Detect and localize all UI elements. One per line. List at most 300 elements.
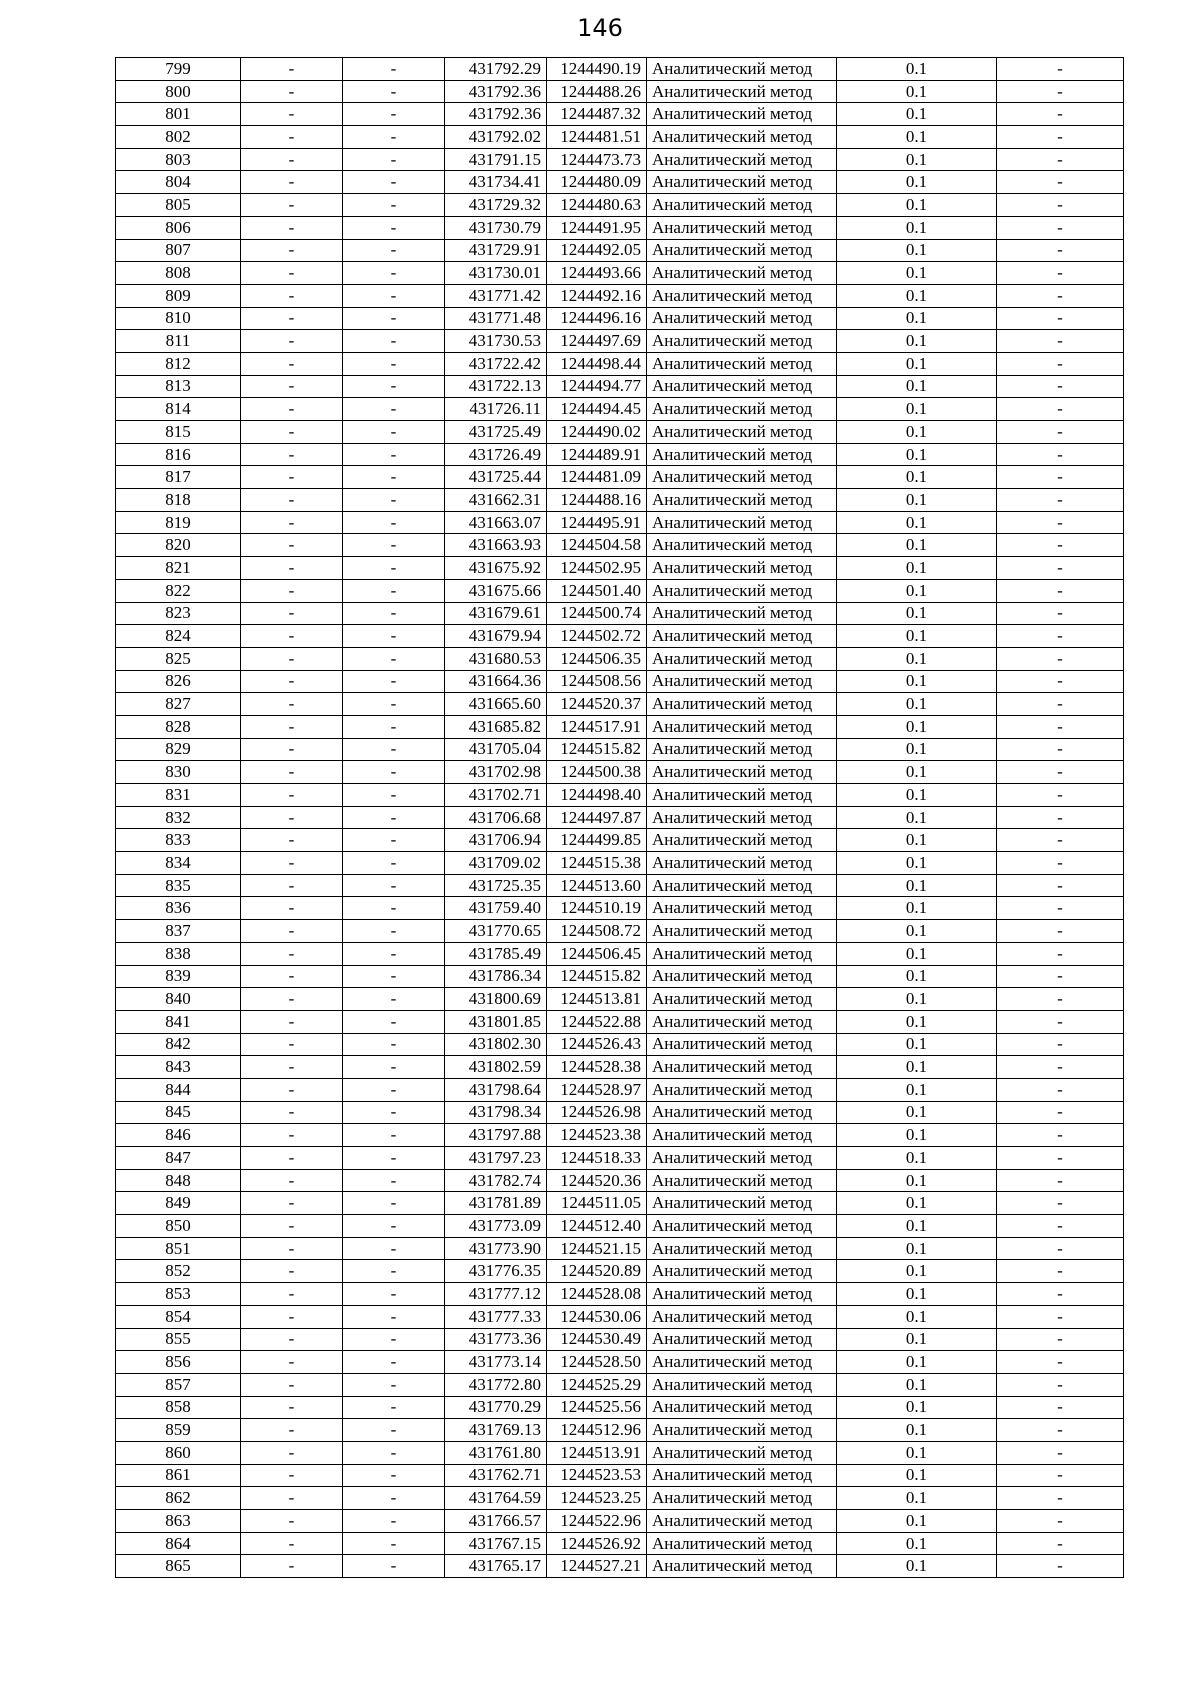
y-coordinate-cell: 1244496.16 (547, 307, 647, 330)
dash-cell: - (241, 307, 343, 330)
x-coordinate-cell: 431772.80 (445, 1373, 547, 1396)
point-number-cell: 841 (116, 1010, 241, 1033)
dash-cell: - (343, 829, 445, 852)
method-cell: Аналитический метод (647, 670, 837, 693)
dash-cell: - (241, 80, 343, 103)
x-coordinate-cell: 431797.88 (445, 1124, 547, 1147)
point-number-cell: 815 (116, 421, 241, 444)
method-cell: Аналитический метод (647, 874, 837, 897)
point-number-cell: 810 (116, 307, 241, 330)
x-coordinate-cell: 431785.49 (445, 942, 547, 965)
table-row (116, 942, 1124, 965)
method-cell: Аналитический метод (647, 1215, 837, 1238)
x-coordinate-cell: 431679.94 (445, 625, 547, 648)
dash-cell: - (241, 784, 343, 807)
x-coordinate-cell: 431769.13 (445, 1419, 547, 1442)
table-row (116, 534, 1124, 557)
dash-cell: - (241, 421, 343, 444)
dash-cell: - (997, 965, 1124, 988)
x-coordinate-cell: 431773.14 (445, 1351, 547, 1374)
method-cell: Аналитический метод (647, 1487, 837, 1510)
point-number-cell: 859 (116, 1419, 241, 1442)
table-row (116, 897, 1124, 920)
dash-cell: - (241, 625, 343, 648)
x-coordinate-cell: 431729.32 (445, 194, 547, 217)
dash-cell: - (343, 1373, 445, 1396)
x-coordinate-cell: 431729.91 (445, 239, 547, 262)
point-number-cell: 852 (116, 1260, 241, 1283)
table-row (116, 670, 1124, 693)
x-coordinate-cell: 431770.65 (445, 920, 547, 943)
error-cell: 0.1 (837, 1169, 997, 1192)
dash-cell: - (241, 1078, 343, 1101)
dash-cell: - (343, 1078, 445, 1101)
dash-cell: - (997, 1555, 1124, 1578)
dash-cell: - (997, 216, 1124, 239)
point-number-cell: 846 (116, 1124, 241, 1147)
x-coordinate-cell: 431792.36 (445, 80, 547, 103)
dash-cell: - (997, 1010, 1124, 1033)
method-cell: Аналитический метод (647, 1532, 837, 1555)
dash-cell: - (997, 80, 1124, 103)
table-row (116, 239, 1124, 262)
dash-cell: - (343, 330, 445, 353)
method-cell: Аналитический метод (647, 511, 837, 534)
dash-cell: - (997, 148, 1124, 171)
method-cell: Аналитический метод (647, 262, 837, 285)
table-row (116, 375, 1124, 398)
table-row (116, 1305, 1124, 1328)
x-coordinate-cell: 431766.57 (445, 1510, 547, 1533)
dash-cell: - (241, 126, 343, 149)
table-row (116, 1351, 1124, 1374)
dash-cell: - (997, 1419, 1124, 1442)
point-number-cell: 850 (116, 1215, 241, 1238)
table-row (116, 1328, 1124, 1351)
y-coordinate-cell: 1244498.44 (547, 352, 647, 375)
dash-cell: - (997, 1260, 1124, 1283)
dash-cell: - (343, 1056, 445, 1079)
error-cell: 0.1 (837, 1532, 997, 1555)
point-number-cell: 864 (116, 1532, 241, 1555)
y-coordinate-cell: 1244504.58 (547, 534, 647, 557)
point-number-cell: 804 (116, 171, 241, 194)
point-number-cell: 807 (116, 239, 241, 262)
table-row (116, 1147, 1124, 1170)
dash-cell: - (241, 216, 343, 239)
dash-cell: - (343, 352, 445, 375)
dash-cell: - (997, 239, 1124, 262)
y-coordinate-cell: 1244515.38 (547, 852, 647, 875)
x-coordinate-cell: 431725.49 (445, 421, 547, 444)
point-number-cell: 821 (116, 557, 241, 580)
y-coordinate-cell: 1244527.21 (547, 1555, 647, 1578)
x-coordinate-cell: 431725.44 (445, 466, 547, 489)
error-cell: 0.1 (837, 852, 997, 875)
dash-cell: - (997, 421, 1124, 444)
point-number-cell: 832 (116, 806, 241, 829)
y-coordinate-cell: 1244525.56 (547, 1396, 647, 1419)
method-cell: Аналитический метод (647, 421, 837, 444)
dash-cell: - (997, 284, 1124, 307)
dash-cell: - (343, 965, 445, 988)
point-number-cell: 858 (116, 1396, 241, 1419)
y-coordinate-cell: 1244498.40 (547, 784, 647, 807)
dash-cell: - (241, 284, 343, 307)
dash-cell: - (241, 1283, 343, 1306)
point-number-cell: 865 (116, 1555, 241, 1578)
table-row (116, 262, 1124, 285)
error-cell: 0.1 (837, 1351, 997, 1374)
table-row (116, 693, 1124, 716)
dash-cell: - (997, 1373, 1124, 1396)
dash-cell: - (997, 1305, 1124, 1328)
dash-cell: - (343, 1351, 445, 1374)
error-cell: 0.1 (837, 965, 997, 988)
table-row (116, 194, 1124, 217)
error-cell: 0.1 (837, 1305, 997, 1328)
dash-cell: - (343, 1101, 445, 1124)
dash-cell: - (241, 1169, 343, 1192)
x-coordinate-cell: 431801.85 (445, 1010, 547, 1033)
error-cell: 0.1 (837, 511, 997, 534)
y-coordinate-cell: 1244480.09 (547, 171, 647, 194)
table-row (116, 874, 1124, 897)
dash-cell: - (343, 1510, 445, 1533)
dash-cell: - (241, 330, 343, 353)
y-coordinate-cell: 1244513.60 (547, 874, 647, 897)
error-cell: 0.1 (837, 80, 997, 103)
table-row (116, 1510, 1124, 1533)
table-row (116, 352, 1124, 375)
error-cell: 0.1 (837, 307, 997, 330)
dash-cell: - (997, 466, 1124, 489)
y-coordinate-cell: 1244528.38 (547, 1056, 647, 1079)
method-cell: Аналитический метод (647, 1010, 837, 1033)
dash-cell: - (997, 1215, 1124, 1238)
point-number-cell: 863 (116, 1510, 241, 1533)
dash-cell: - (343, 194, 445, 217)
error-cell: 0.1 (837, 284, 997, 307)
y-coordinate-cell: 1244530.49 (547, 1328, 647, 1351)
dash-cell: - (241, 897, 343, 920)
table-row (116, 1555, 1124, 1578)
error-cell: 0.1 (837, 126, 997, 149)
table-row (116, 1078, 1124, 1101)
method-cell: Аналитический метод (647, 534, 837, 557)
point-number-cell: 813 (116, 375, 241, 398)
x-coordinate-cell: 431730.79 (445, 216, 547, 239)
coordinates-table (115, 57, 1124, 1578)
dash-cell: - (997, 443, 1124, 466)
point-number-cell: 833 (116, 829, 241, 852)
method-cell: Аналитический метод (647, 920, 837, 943)
table-row (116, 784, 1124, 807)
dash-cell: - (997, 579, 1124, 602)
x-coordinate-cell: 431773.90 (445, 1237, 547, 1260)
dash-cell: - (997, 806, 1124, 829)
dash-cell: - (241, 466, 343, 489)
method-cell: Аналитический метод (647, 398, 837, 421)
error-cell: 0.1 (837, 239, 997, 262)
error-cell: 0.1 (837, 534, 997, 557)
dash-cell: - (241, 58, 343, 81)
point-number-cell: 861 (116, 1464, 241, 1487)
error-cell: 0.1 (837, 761, 997, 784)
method-cell: Аналитический метод (647, 80, 837, 103)
y-coordinate-cell: 1244487.32 (547, 103, 647, 126)
point-number-cell: 827 (116, 693, 241, 716)
table-row (116, 1464, 1124, 1487)
method-cell: Аналитический метод (647, 1555, 837, 1578)
dash-cell: - (997, 1033, 1124, 1056)
table-row (116, 1192, 1124, 1215)
method-cell: Аналитический метод (647, 375, 837, 398)
x-coordinate-cell: 431802.30 (445, 1033, 547, 1056)
dash-cell: - (241, 1010, 343, 1033)
x-coordinate-cell: 431786.34 (445, 965, 547, 988)
dash-cell: - (343, 375, 445, 398)
dash-cell: - (241, 920, 343, 943)
dash-cell: - (997, 557, 1124, 580)
x-coordinate-cell: 431798.34 (445, 1101, 547, 1124)
dash-cell: - (343, 58, 445, 81)
dash-cell: - (241, 1260, 343, 1283)
table-row (116, 1283, 1124, 1306)
x-coordinate-cell: 431767.15 (445, 1532, 547, 1555)
method-cell: Аналитический метод (647, 1078, 837, 1101)
dash-cell: - (241, 1124, 343, 1147)
dash-cell: - (997, 375, 1124, 398)
y-coordinate-cell: 1244489.91 (547, 443, 647, 466)
method-cell: Аналитический метод (647, 330, 837, 353)
dash-cell: - (343, 103, 445, 126)
dash-cell: - (997, 126, 1124, 149)
dash-cell: - (343, 1169, 445, 1192)
table-row (116, 829, 1124, 852)
point-number-cell: 854 (116, 1305, 241, 1328)
y-coordinate-cell: 1244517.91 (547, 715, 647, 738)
table-row (116, 171, 1124, 194)
dash-cell: - (343, 171, 445, 194)
method-cell: Аналитический метод (647, 1169, 837, 1192)
error-cell: 0.1 (837, 874, 997, 897)
error-cell: 0.1 (837, 647, 997, 670)
error-cell: 0.1 (837, 1555, 997, 1578)
x-coordinate-cell: 431663.93 (445, 534, 547, 557)
dash-cell: - (343, 1532, 445, 1555)
dash-cell: - (343, 216, 445, 239)
y-coordinate-cell: 1244513.91 (547, 1441, 647, 1464)
table-row (116, 1373, 1124, 1396)
y-coordinate-cell: 1244521.15 (547, 1237, 647, 1260)
y-coordinate-cell: 1244528.08 (547, 1283, 647, 1306)
method-cell: Аналитический метод (647, 1147, 837, 1170)
point-number-cell: 824 (116, 625, 241, 648)
method-cell: Аналитический метод (647, 126, 837, 149)
dash-cell: - (343, 1147, 445, 1170)
dash-cell: - (343, 579, 445, 602)
method-cell: Аналитический метод (647, 1351, 837, 1374)
dash-cell: - (997, 330, 1124, 353)
method-cell: Аналитический метод (647, 693, 837, 716)
dash-cell: - (997, 784, 1124, 807)
method-cell: Аналитический метод (647, 1373, 837, 1396)
y-coordinate-cell: 1244492.05 (547, 239, 647, 262)
table-row (116, 852, 1124, 875)
x-coordinate-cell: 431777.33 (445, 1305, 547, 1328)
dash-cell: - (241, 375, 343, 398)
dash-cell: - (241, 806, 343, 829)
point-number-cell: 849 (116, 1192, 241, 1215)
table-row (116, 965, 1124, 988)
method-cell: Аналитический метод (647, 1419, 837, 1442)
y-coordinate-cell: 1244502.95 (547, 557, 647, 580)
dash-cell: - (343, 1555, 445, 1578)
x-coordinate-cell: 431761.80 (445, 1441, 547, 1464)
x-coordinate-cell: 431726.49 (445, 443, 547, 466)
x-coordinate-cell: 431702.98 (445, 761, 547, 784)
method-cell: Аналитический метод (647, 625, 837, 648)
y-coordinate-cell: 1244473.73 (547, 148, 647, 171)
x-coordinate-cell: 431722.42 (445, 352, 547, 375)
x-coordinate-cell: 431773.09 (445, 1215, 547, 1238)
dash-cell: - (997, 602, 1124, 625)
table-row (116, 715, 1124, 738)
y-coordinate-cell: 1244480.63 (547, 194, 647, 217)
dash-cell: - (997, 1532, 1124, 1555)
dash-cell: - (241, 579, 343, 602)
dash-cell: - (241, 988, 343, 1011)
table-row (116, 511, 1124, 534)
point-number-cell: 808 (116, 262, 241, 285)
dash-cell: - (241, 829, 343, 852)
point-number-cell: 843 (116, 1056, 241, 1079)
table-row (116, 1056, 1124, 1079)
dash-cell: - (343, 988, 445, 1011)
y-coordinate-cell: 1244506.35 (547, 647, 647, 670)
x-coordinate-cell: 431685.82 (445, 715, 547, 738)
y-coordinate-cell: 1244497.69 (547, 330, 647, 353)
method-cell: Аналитический метод (647, 216, 837, 239)
dash-cell: - (997, 1441, 1124, 1464)
dash-cell: - (343, 1033, 445, 1056)
dash-cell: - (343, 715, 445, 738)
x-coordinate-cell: 431730.01 (445, 262, 547, 285)
point-number-cell: 805 (116, 194, 241, 217)
dash-cell: - (343, 262, 445, 285)
point-number-cell: 830 (116, 761, 241, 784)
method-cell: Аналитический метод (647, 307, 837, 330)
dash-cell: - (343, 1419, 445, 1442)
method-cell: Аналитический метод (647, 942, 837, 965)
point-number-cell: 828 (116, 715, 241, 738)
table-row (116, 1237, 1124, 1260)
x-coordinate-cell: 431709.02 (445, 852, 547, 875)
dash-cell: - (343, 307, 445, 330)
dash-cell: - (343, 466, 445, 489)
error-cell: 0.1 (837, 1441, 997, 1464)
dash-cell: - (997, 1487, 1124, 1510)
y-coordinate-cell: 1244500.38 (547, 761, 647, 784)
page-number: 146 (577, 14, 623, 42)
table-row (116, 1124, 1124, 1147)
y-coordinate-cell: 1244499.85 (547, 829, 647, 852)
method-cell: Аналитический метод (647, 557, 837, 580)
dash-cell: - (997, 1169, 1124, 1192)
error-cell: 0.1 (837, 1260, 997, 1283)
point-number-cell: 818 (116, 489, 241, 512)
x-coordinate-cell: 431765.17 (445, 1555, 547, 1578)
dash-cell: - (997, 738, 1124, 761)
dash-cell: - (343, 284, 445, 307)
dash-cell: - (343, 1124, 445, 1147)
dash-cell: - (997, 897, 1124, 920)
dash-cell: - (997, 670, 1124, 693)
dash-cell: - (343, 148, 445, 171)
method-cell: Аналитический метод (647, 1124, 837, 1147)
dash-cell: - (241, 103, 343, 126)
point-number-cell: 853 (116, 1283, 241, 1306)
y-coordinate-cell: 1244522.96 (547, 1510, 647, 1533)
dash-cell: - (241, 1532, 343, 1555)
dash-cell: - (241, 1328, 343, 1351)
dash-cell: - (343, 1464, 445, 1487)
table-row (116, 466, 1124, 489)
table-row (116, 398, 1124, 421)
dash-cell: - (997, 874, 1124, 897)
point-number-cell: 862 (116, 1487, 241, 1510)
x-coordinate-cell: 431665.60 (445, 693, 547, 716)
dash-cell: - (343, 1010, 445, 1033)
error-cell: 0.1 (837, 1056, 997, 1079)
point-number-cell: 829 (116, 738, 241, 761)
error-cell: 0.1 (837, 1101, 997, 1124)
method-cell: Аналитический метод (647, 1101, 837, 1124)
dash-cell: - (997, 1283, 1124, 1306)
table-body (116, 58, 1124, 1578)
y-coordinate-cell: 1244488.26 (547, 80, 647, 103)
error-cell: 0.1 (837, 579, 997, 602)
y-coordinate-cell: 1244526.98 (547, 1101, 647, 1124)
point-number-cell: 844 (116, 1078, 241, 1101)
table-row (116, 806, 1124, 829)
dash-cell: - (997, 489, 1124, 512)
x-coordinate-cell: 431776.35 (445, 1260, 547, 1283)
method-cell: Аналитический метод (647, 284, 837, 307)
error-cell: 0.1 (837, 670, 997, 693)
dash-cell: - (997, 693, 1124, 716)
y-coordinate-cell: 1244481.09 (547, 466, 647, 489)
dash-cell: - (241, 693, 343, 716)
dash-cell: - (241, 1056, 343, 1079)
y-coordinate-cell: 1244492.16 (547, 284, 647, 307)
method-cell: Аналитический метод (647, 1328, 837, 1351)
y-coordinate-cell: 1244530.06 (547, 1305, 647, 1328)
error-cell: 0.1 (837, 1147, 997, 1170)
dash-cell: - (997, 1147, 1124, 1170)
point-number-cell: 809 (116, 284, 241, 307)
y-coordinate-cell: 1244520.89 (547, 1260, 647, 1283)
y-coordinate-cell: 1244488.16 (547, 489, 647, 512)
error-cell: 0.1 (837, 1419, 997, 1442)
method-cell: Аналитический метод (647, 1237, 837, 1260)
dash-cell: - (343, 1237, 445, 1260)
method-cell: Аналитический метод (647, 171, 837, 194)
x-coordinate-cell: 431792.02 (445, 126, 547, 149)
method-cell: Аналитический метод (647, 194, 837, 217)
dash-cell: - (241, 852, 343, 875)
